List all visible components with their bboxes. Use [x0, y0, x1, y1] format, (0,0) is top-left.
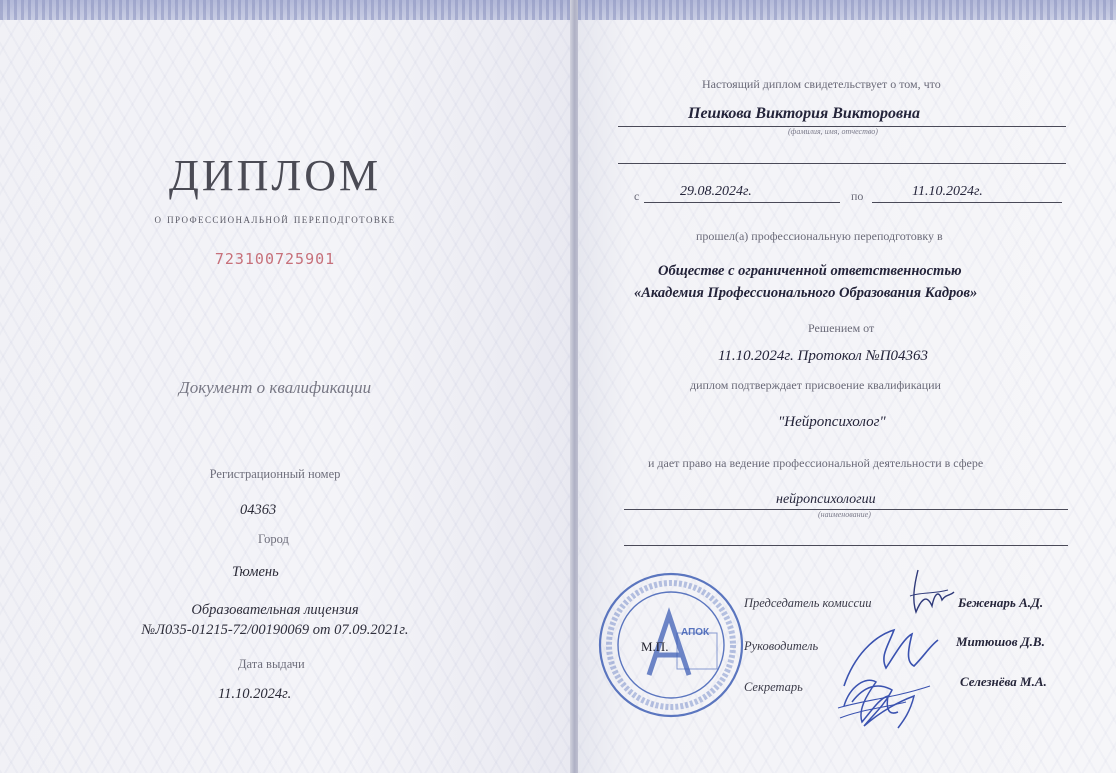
stamp-logo-text: АПОК: [681, 627, 710, 638]
diploma-subtitle: о профессиональной переподготовке: [154, 211, 396, 226]
from-underline: [644, 202, 840, 203]
stamp-place-label: М.П.: [641, 639, 669, 654]
issue-date-label: Дата выдачи: [238, 657, 305, 671]
city-label: Город: [258, 532, 289, 546]
signature-role-director: Руководитель: [744, 639, 819, 653]
decorative-border-top: [0, 0, 572, 20]
city-value: Тюмень: [232, 564, 279, 580]
decision-value: 11.10.2024г. Протокол №П04363: [718, 348, 929, 364]
right-page: [578, 0, 1116, 773]
passed-text: прошел(а) профессиональную переподготовку в: [696, 229, 943, 243]
signature-role-secretary: Секретарь: [744, 680, 803, 694]
decorative-border-top-right: [578, 0, 1116, 20]
signature-secretary-scribble: [836, 662, 910, 734]
signature-chairman-scribble: [904, 566, 958, 622]
registration-label: Регистрационный номер: [209, 467, 341, 481]
confirms-text: диплом подтверждает присвоение квалификации: [690, 378, 941, 392]
to-underline: [872, 202, 1062, 203]
name-caption: (фамилия, имя, отчество): [788, 127, 878, 136]
organization-stamp: [597, 571, 745, 719]
activity-field: нейропсихологии: [776, 492, 876, 507]
holder-full-name: Пешкова Виктория Викторовна: [688, 105, 920, 122]
name-second-underline: [618, 163, 1066, 164]
diploma-title: ДИПЛОМ: [168, 151, 382, 200]
organization-line-2: «Академия Профессионального Образования Кадров»: [634, 285, 978, 301]
organization-line-1: Обществе с ограниченной ответственностью: [658, 263, 962, 279]
registration-number: 04363: [240, 502, 277, 518]
from-date: 29.08.2024г.: [680, 184, 752, 199]
field-caption: (наименование): [818, 510, 871, 519]
to-date: 11.10.2024г.: [912, 184, 983, 199]
from-label: с: [634, 189, 640, 203]
signature-role-chairman: Председатель комиссии: [744, 596, 872, 610]
license-number: №Л035-01215-72/00190069 от 07.09.2021г.: [141, 622, 409, 638]
rights-text: и дает право на ведение профессиональной деятельности в сфере: [648, 456, 984, 470]
signature-name-director: Митюшов Д.В.: [956, 634, 1045, 649]
intro-text: Настоящий диплом свидетельствует о том, что: [702, 77, 941, 91]
signature-name-secretary: Селезнёва М.А.: [960, 674, 1047, 689]
qualification-value: "Нейропсихолог": [778, 414, 886, 430]
issue-date: 11.10.2024г.: [218, 686, 292, 702]
field-second-underline: [624, 545, 1068, 546]
decision-label: Решением от: [808, 321, 875, 335]
serial-number: 723100725901: [214, 250, 336, 268]
document-type: Документ о квалификации: [178, 378, 372, 397]
license-title: Образовательная лицензия: [191, 602, 359, 618]
signature-name-chairman: Беженарь А.Д.: [958, 595, 1044, 610]
to-label: по: [851, 189, 864, 203]
